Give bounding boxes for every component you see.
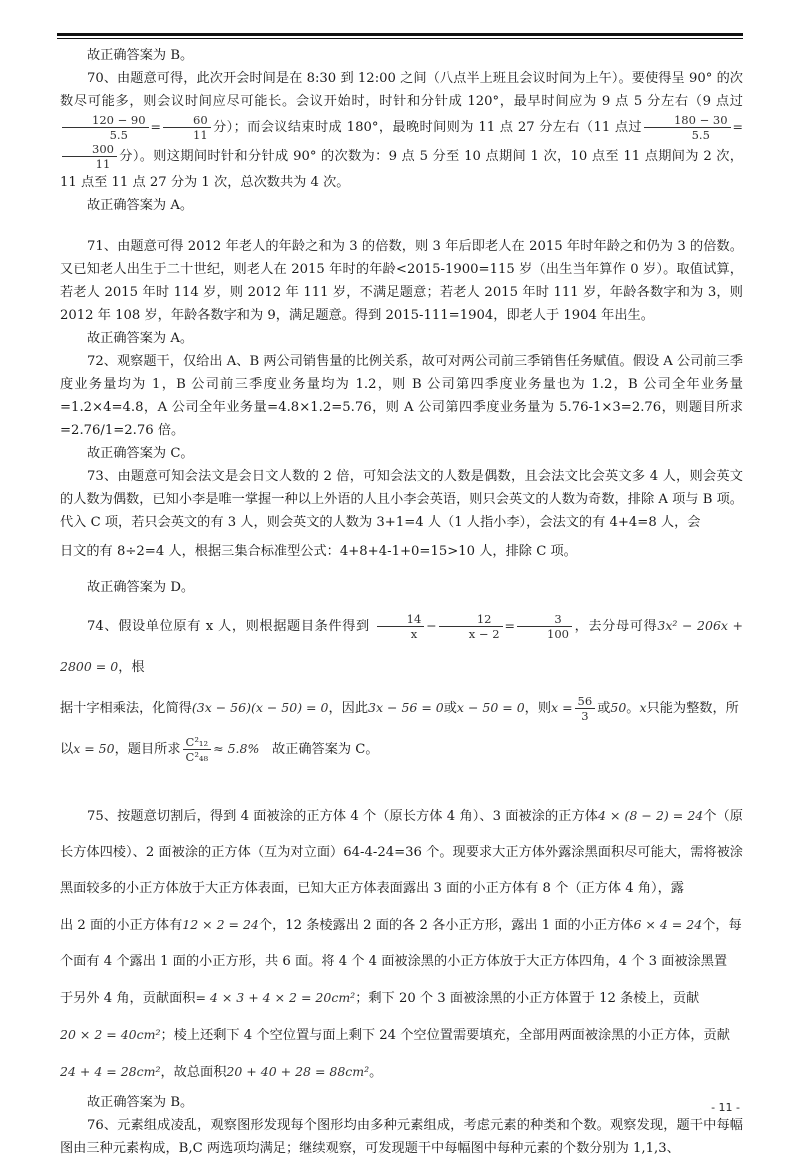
question-74-line-3: 以x = 50，题目所求 $\frac{\text{C²₁₂}}{\text{C²₄₈}}$ ≈ 5.8% 故正确答案为 C。 bbox=[60, 735, 379, 764]
page-number: - 11 - bbox=[711, 1101, 740, 1114]
question-75-line-3: 个面有 4 个露出 1 面的小正方形，共 6 面。将 4 个 4 面被涂黑的小正方体放于大正方体四角，4 个 3 面被涂黑置 bbox=[60, 954, 728, 969]
answer-75: 故正确答案为 B。 bbox=[87, 1095, 194, 1110]
header-rule-thick bbox=[57, 33, 743, 36]
answer-70: 故正确答案为 A。 bbox=[87, 198, 194, 213]
q70-text-3: 分）。则这期间时针和分针成 90° 的次数为：9 点 5 分至 10 点期间 1 次，10 点至 11 点期间为 2 次，11 点至 11 点 27 分为 1 次，总次数共为 4 次。 bbox=[60, 149, 743, 190]
q70-fraction-3: $\frac{180 - 30}{5.5}$ bbox=[644, 113, 731, 142]
q70-fraction-2: $\frac{60}{11}$ bbox=[163, 113, 211, 142]
answer-69: 故正确答案为 B。 bbox=[87, 48, 194, 63]
document-body bbox=[60, 44, 743, 1160]
question-75-line-5: 20 × 2 = 40cm²；棱上还剩下 4 个空位置与面上剩下 24 个空位置需要填充，全部用两面被涂黑的小正方体，贡献 bbox=[60, 1027, 730, 1043]
q70-text-2: 分）；而会议结束时成 180°，最晚时间则为 11 点 27 分左右（11 点过 bbox=[212, 120, 642, 135]
q74-fraction-1: $\frac{14}{x}$ bbox=[377, 612, 425, 641]
q70-text-1: 70、由题意可得，此次开会时间是在 8:30 到 12:00 之间（八点半上班且会议时间为上午）。要使得呈 90° 的次数尽可能多，则会议时间应尽可能长。会议开始时，时针和分针成 120°，最早时间应为 9 点 5 分左右（9 点过 bbox=[60, 71, 743, 109]
question-75: 75、按题意切割后，得到 4 面被涂的正方体 4 个（原长方体 4 角）、3 面被涂的正方体4 × (8 − 2) = 24个（原长方体四棱）、2 面被涂的正方体（互为对立面）64-4-24=36 个。现要求大正方体外露涂黑面积尽可能大，需将被涂黑面较多的小正方体放于大正方体表面，已知大正方体表面露出 3 面的小正方体有 8 个（正方体 4 角），露 bbox=[60, 808, 743, 896]
q74-fraction-2: $\frac{12}{x - 2}$ bbox=[439, 612, 503, 641]
answer-73: 故正确答案为 D。 bbox=[87, 580, 195, 595]
q70-fraction-1: $\frac{120 - 90}{5.5}$ bbox=[62, 113, 149, 142]
question-72: 72、观察题干，仅给出 A、B 两公司销售量的比例关系，故可对两公司前三季销售任务赋值。假设 A 公司前三季度业务量均为 1，B 公司前三季度业务量均为 1.2，则 B 公司第四季度业务量也为 1.2，B 公司全年业务量=1.2×4=4.8，A 公司全年业务量=4.8×1.2=5.76，则 A 公司第四季度业务量为 5.76-1×3=2.76，则题目所求=2.76/1=2.76 倍。 bbox=[60, 354, 743, 438]
q74-equation-1: 3x² − 206x + 2800 = 0 bbox=[60, 618, 743, 674]
answer-74: 故正确答案为 C。 bbox=[271, 742, 379, 757]
header-rule-thin bbox=[57, 38, 743, 39]
question-75-line-6: 24 + 4 = 28cm²，故总面积20 + 40 + 28 = 88cm²。 bbox=[60, 1064, 383, 1080]
q74-combination-fraction: $\frac{\text{C²₁₂}}{\text{C²₄₈}}$ bbox=[183, 735, 212, 764]
q74-fraction-4: $\frac{56}{3}$ bbox=[575, 694, 596, 723]
question-73-cont: 日文的有 8÷2=4 人，根据三集合标准型公式：4+8+4-1+0=15>10 人，排除 C 项。 bbox=[60, 544, 577, 559]
question-75-line-2: 出 2 面的小正方体有12 × 2 = 24个，12 条棱露出 2 面的各 2 各小正方形，露出 1 面的小正方体6 × 4 = 24个，每 bbox=[60, 917, 742, 933]
question-70: 70、由题意可得，此次开会时间是在 8:30 到 12:00 之间（八点半上班且会议时间为上午）。要使得呈 90° 的次数尽可能多，则会议时间应尽可能长。会议开始时，时针和分针成 120°，最早时间应为 9 点 5 分左右（9 点过 $\frac{120 - 90}{5.5}$ = $\frac{60}{11}$ 分）；而会议结束时成 180°，最晚时间则为 11 点 27 分左右（11 点过 $\frac{180 - 30}{5.5}$ = $\frac{300}{11}$ 分）。则这期间时针和分针成 90° 的次数为：9 点 5 分至 10 点期间 1 次，10 点至 11 点期间为 2 次，11 点至 11 点 27 分为 1 次，总次数共为 4 次。 bbox=[60, 71, 743, 190]
answer-71: 故正确答案为 A。 bbox=[87, 331, 194, 346]
question-75-line-4: 于另外 4 角，贡献面积= 4 × 3 + 4 × 2 = 20cm²；剩下 20 个 3 面被涂黑的小正方体置于 12 条棱上，贡献 bbox=[60, 990, 700, 1006]
question-74: 74、假设单位原有 x 人，则根据题目条件得到 $\frac{14}{x}$ − $\frac{12}{x - 2}$ = $\frac{3}{100}$ ，去分母可得3x² − 206x + 2800 = 0，根 bbox=[60, 612, 743, 675]
q70-fraction-4: $\frac{300}{11}$ bbox=[62, 142, 117, 171]
question-74-line-2: 据十字相乘法，化简得(3x − 56)(x − 50) = 0，因此3x − 56 = 0或x − 50 = 0，则x = $\frac{56}{3}$ 或50。x只能为整数，所 bbox=[60, 694, 739, 723]
q74-fraction-3: $\frac{3}{100}$ bbox=[517, 612, 572, 641]
answer-72: 故正确答案为 C。 bbox=[87, 446, 194, 461]
question-71: 71、由题意可得 2012 年老人的年龄之和为 3 的倍数，则 3 年后即老人在 2015 年时年龄之和仍为 3 的倍数。又已知老人出生于二十世纪，则老人在 2015 年时的年龄<2015-1900=115 岁（出生当年算作 0 岁）。取值试算，若老人 2015 年时 114 岁，则 2012 年 111 岁，不满足题意；若老人 2015 年时 111 岁，年龄各数字和为 3，则 2012 年 108 岁，年龄各数字和为 9，满足题意。得到 2015-111=1904，即老人于 1904 年出生。 bbox=[60, 239, 743, 323]
question-73: 73、由题意可知会法文是会日文人数的 2 倍，可知会法文的人数是偶数，且会法文比会英文多 4 人，则会英文的人数为偶数，已知小李是唯一掌握一种以上外语的人且小李会英语，则只会英文的人数为奇数，排除 A 项与 B 项。代入 C 项，若只会英文的有 3 人，则会英文的人数为 3+1=4 人（1 人指小李），会法文的有 4+4=8 人，会 bbox=[60, 469, 743, 530]
question-76: 76、元素组成凌乱，观察图形发现每个图形均由多种元素组成，考虑元素的种类和个数。观察发现，题干中每幅图由三种元素构成，B,C 两选项均满足；继续观察，可发现题干中每幅图中每种元素的个数分别为 1,1,3、 bbox=[60, 1118, 743, 1156]
